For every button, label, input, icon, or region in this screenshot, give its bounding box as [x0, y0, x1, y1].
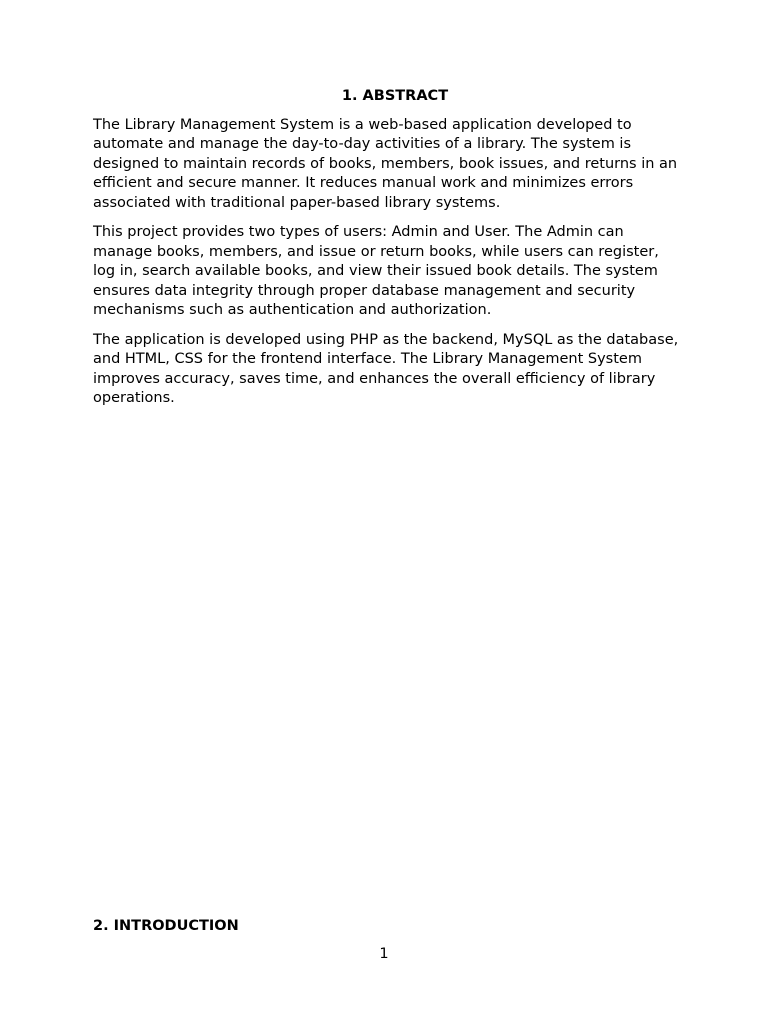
abstract-body — [93, 116, 683, 419]
abstract-paragraph-1: The Library Management System is a web-based application developed to automate and manage the day-to-day activities of a library. The system is designed to maintain records of books, members, book issues, and returns in an efficient and secure manner. It reduces manual work and minimizes errors associated with traditional paper-based library systems. — [93, 116, 678, 211]
abstract-paragraph-3: The application is developed using PHP as the backend, MySQL as the database, and HTML, CSS for the frontend interface. The Library Management System improves accuracy, saves time, and enhances the overall efficiency of library operations. — [93, 331, 679, 406]
abstract-heading: 1. ABSTRACT — [341, 88, 449, 104]
introduction-heading: 2. INTRODUCTION — [93, 918, 239, 934]
abstract-paragraph-2: This project provides two types of users: Admin and User. The Admin can manage books, members, and issue or return books, while users can register, log in, search available books, and view their issued book details. The system ensures data integrity through proper database management and security mechanisms such as authentication and authorization. — [93, 224, 659, 318]
page-number: 1 — [379, 946, 389, 962]
